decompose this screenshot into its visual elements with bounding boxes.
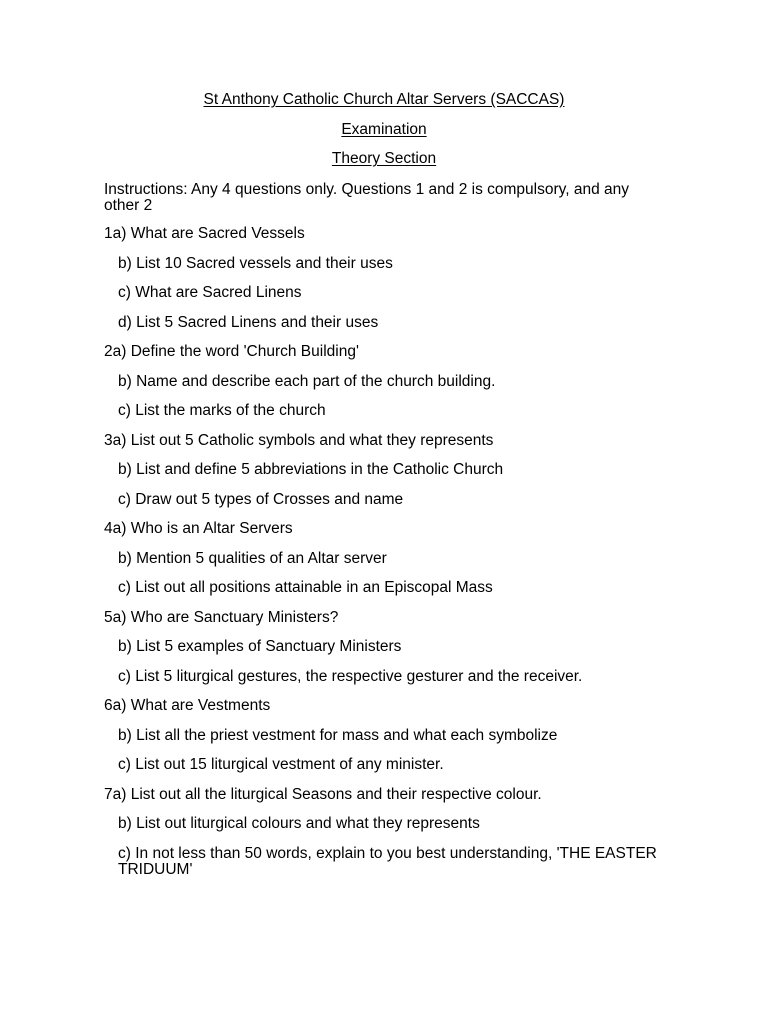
question-5a: 5a) Who are Sanctuary Ministers? xyxy=(104,609,339,626)
question-4b: b) Mention 5 qualities of an Altar server xyxy=(118,550,387,567)
question-3b: b) List and define 5 abbreviations in the Catholic Church xyxy=(118,461,504,478)
question-2c: c) List the marks of the church xyxy=(118,402,326,419)
question-6a: 6a) What are Vestments xyxy=(104,697,271,714)
question-5b: b) List 5 examples of Sanctuary Ministers xyxy=(118,638,402,655)
question-4a: 4a) Who is an Altar Servers xyxy=(104,520,293,537)
question-2b: b) Name and describe each part of the church building. xyxy=(118,373,496,390)
instructions: Instructions: Any 4 questions only. Questions 1 and 2 is compulsory, and any other 2 xyxy=(104,181,629,214)
question-7b: b) List out liturgical colours and what they represents xyxy=(118,815,480,832)
question-7c: c) In not less than 50 words, explain to you best understanding, 'THE EASTER TRIDUUM' xyxy=(118,845,657,878)
question-3a: 3a) List out 5 Catholic symbols and what they represents xyxy=(104,432,494,449)
question-2a: 2a) Define the word 'Church Building' xyxy=(104,343,359,360)
section-heading: Theory Section xyxy=(331,150,437,167)
question-6c: c) List out 15 liturgical vestment of any minister. xyxy=(118,756,444,773)
document-subtitle: Examination xyxy=(341,121,427,138)
question-7a: 7a) List out all the liturgical Seasons and their respective colour. xyxy=(104,786,542,803)
question-4c: c) List out all positions attainable in an Episcopal Mass xyxy=(118,579,493,596)
document-title: St Anthony Catholic Church Altar Servers (SACCAS) xyxy=(203,91,565,108)
question-1a: 1a) What are Sacred Vessels xyxy=(104,225,305,242)
question-1d: d) List 5 Sacred Linens and their uses xyxy=(118,314,379,331)
question-1b: b) List 10 Sacred vessels and their uses xyxy=(118,255,393,272)
question-1c: c) What are Sacred Linens xyxy=(118,284,302,301)
question-3c: c) Draw out 5 types of Crosses and name xyxy=(118,491,404,508)
question-6b: b) List all the priest vestment for mass and what each symbolize xyxy=(118,727,558,744)
question-5c: c) List 5 liturgical gestures, the respective gesturer and the receiver. xyxy=(118,668,583,685)
